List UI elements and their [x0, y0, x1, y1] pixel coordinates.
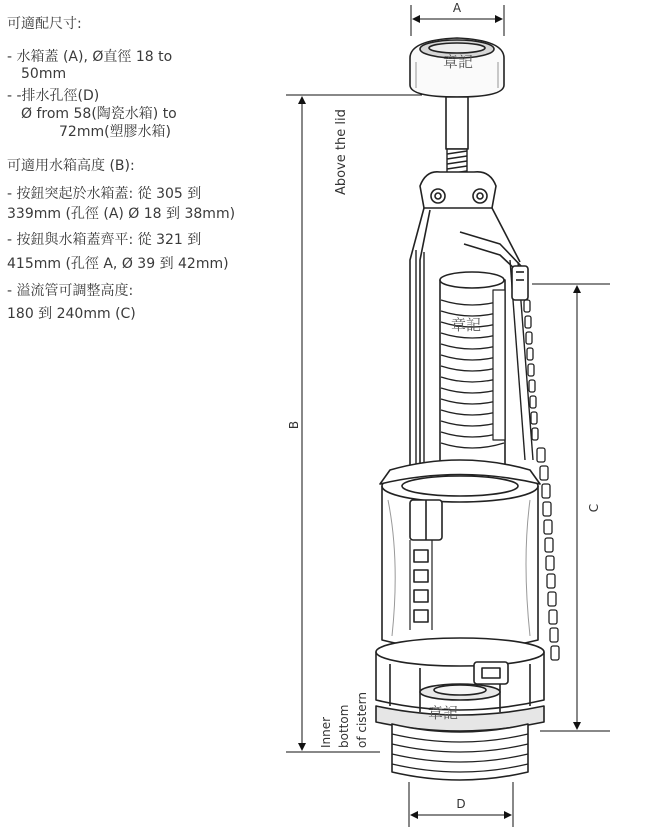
fit-title: 可適配尺寸:: [7, 16, 82, 32]
label-c: C: [587, 503, 601, 513]
above-lid-label: Above the lid: [334, 109, 349, 195]
label-b: B: [287, 420, 301, 430]
valve-body: [380, 460, 540, 650]
height-item-overflow: - 溢流管可調整高度:: [7, 283, 134, 299]
label-d: D: [456, 797, 466, 811]
watermark-middle: 章記: [451, 316, 482, 334]
height-item-protrude: - 按鈕突起於水箱蓋: 從 305 到: [7, 186, 202, 202]
flush-valve: [376, 38, 559, 780]
height-item-flush-cont: 415mm (孔徑 A, Ø 39 到 42mm): [7, 256, 229, 272]
inner-bottom-label-2: bottom: [337, 704, 351, 748]
height-title: 可適用水箱高度 (B):: [7, 158, 135, 174]
height-item-overflow-cont: 180 到 240mm (C): [7, 306, 136, 322]
fit-item-drain-cont2: 72mm(塑膠水箱): [59, 124, 172, 140]
fit-item-lid-cont: 50mm: [21, 66, 67, 82]
fit-item-drain-cont: Ø from 58(陶瓷水箱) to: [21, 106, 177, 122]
inner-bottom-label-3: of cistern: [355, 692, 369, 748]
height-item-flush: - 按鈕與水箱蓋齊平: 從 321 到: [7, 232, 202, 248]
lower-cage: [376, 638, 544, 712]
fit-item-lid: - 水箱蓋 (A), Ø直徑 18 to: [7, 49, 173, 65]
height-item-protrude-cont: 339mm (孔徑 (A) Ø 18 到 38mm): [7, 206, 236, 222]
watermark-top: 章記: [443, 53, 474, 71]
inner-bottom-label-1: Inner: [319, 716, 333, 748]
button-stem: [446, 97, 468, 149]
label-a: A: [452, 1, 462, 15]
base-thread: [376, 706, 544, 780]
float-hook: [512, 266, 528, 300]
overflow-pipe: [440, 272, 505, 473]
watermark-bottom: 章記: [428, 704, 459, 722]
fit-item-drain: - -排水孔徑(D): [7, 88, 100, 104]
